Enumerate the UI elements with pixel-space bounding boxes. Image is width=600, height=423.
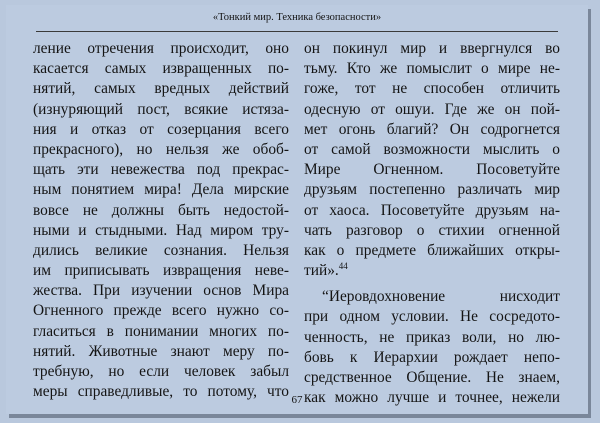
text-line: меры справедливые, то потому, что [33, 383, 289, 401]
text-line: как можно лучше и точнее, нежели [304, 389, 560, 407]
paragraph-end-line [304, 261, 560, 281]
text-line: чать разговор о стихии огненной [304, 221, 560, 239]
text-line: ными и стыдными. Над миром тру- [33, 221, 289, 239]
text-line: от самой возможности мыслить о [304, 140, 560, 158]
text-line: тий». [304, 262, 339, 280]
running-header: «Тонкий мир. Техника безопасности» [212, 12, 382, 23]
text-line: жества. При изучении основ Мира [33, 282, 289, 300]
text-line: бовь к Иерархии рождает непо- [304, 348, 560, 366]
page-number: 67 [291, 394, 303, 406]
text-line: ченность, не приказ воли, но лю- [304, 328, 560, 346]
text-line: при одном условии. Не сосредото- [304, 308, 560, 326]
text-line: ным понятием мира! Дела мирские [33, 181, 289, 199]
footnote-marker: 44 [338, 261, 348, 272]
text-line: гласиться в понимании многих по- [33, 322, 289, 340]
text-line: щать эти невежества под прекрас- [33, 161, 289, 179]
text-line: им приписывать извращения неве- [33, 262, 289, 280]
header-rule [36, 31, 558, 32]
text-line: ление отречения происходит, оно [33, 40, 289, 57]
text-line: средственное Общение. Не знаем, [304, 369, 560, 386]
text-line: гоже, тот не способен отличить [304, 80, 560, 98]
text-line: требную, но если человек забыл [33, 363, 289, 380]
text-line: нятий, самых вредных действий [33, 80, 289, 98]
text-line: мет огонь благий? Он содрогнется [304, 120, 560, 138]
text-line: нятий. Животные знают меру по- [33, 342, 289, 360]
text-line: ния и отказ от созерцания всего [33, 120, 289, 138]
text-line: прекрасного), но нельзя же обоб- [33, 140, 289, 158]
left-column [33, 39, 289, 402]
text-line: как о предмете ближайших откры- [304, 241, 560, 259]
text-line: дились великие сознания. Нельзя [33, 241, 289, 259]
text-line: вовсе не должны быть недостой- [33, 201, 289, 219]
text-line: одесную от ошуи. Где же он пой- [304, 100, 560, 118]
text-line: Мире Огненном. Посоветуйте [304, 161, 560, 179]
text-line: от хаоса. Посоветуйте друзьям на- [304, 201, 560, 219]
text-line: (изнуряющий пост, всякие истяза- [33, 100, 289, 118]
text-line: Огненного прежде всего нужно со- [33, 302, 289, 320]
right-column [304, 39, 560, 408]
text-line: он покинул мир и ввергнулся во [304, 40, 560, 57]
book-page [6, 5, 588, 414]
text-line: друзьям постепенно различать мир [304, 181, 560, 199]
text-line: тьму. Кто же помыслит о мире не- [304, 60, 560, 78]
text-line: касается самых извращенных по- [33, 60, 289, 78]
text-line: “Иеровдохновение нисходит [322, 288, 560, 306]
